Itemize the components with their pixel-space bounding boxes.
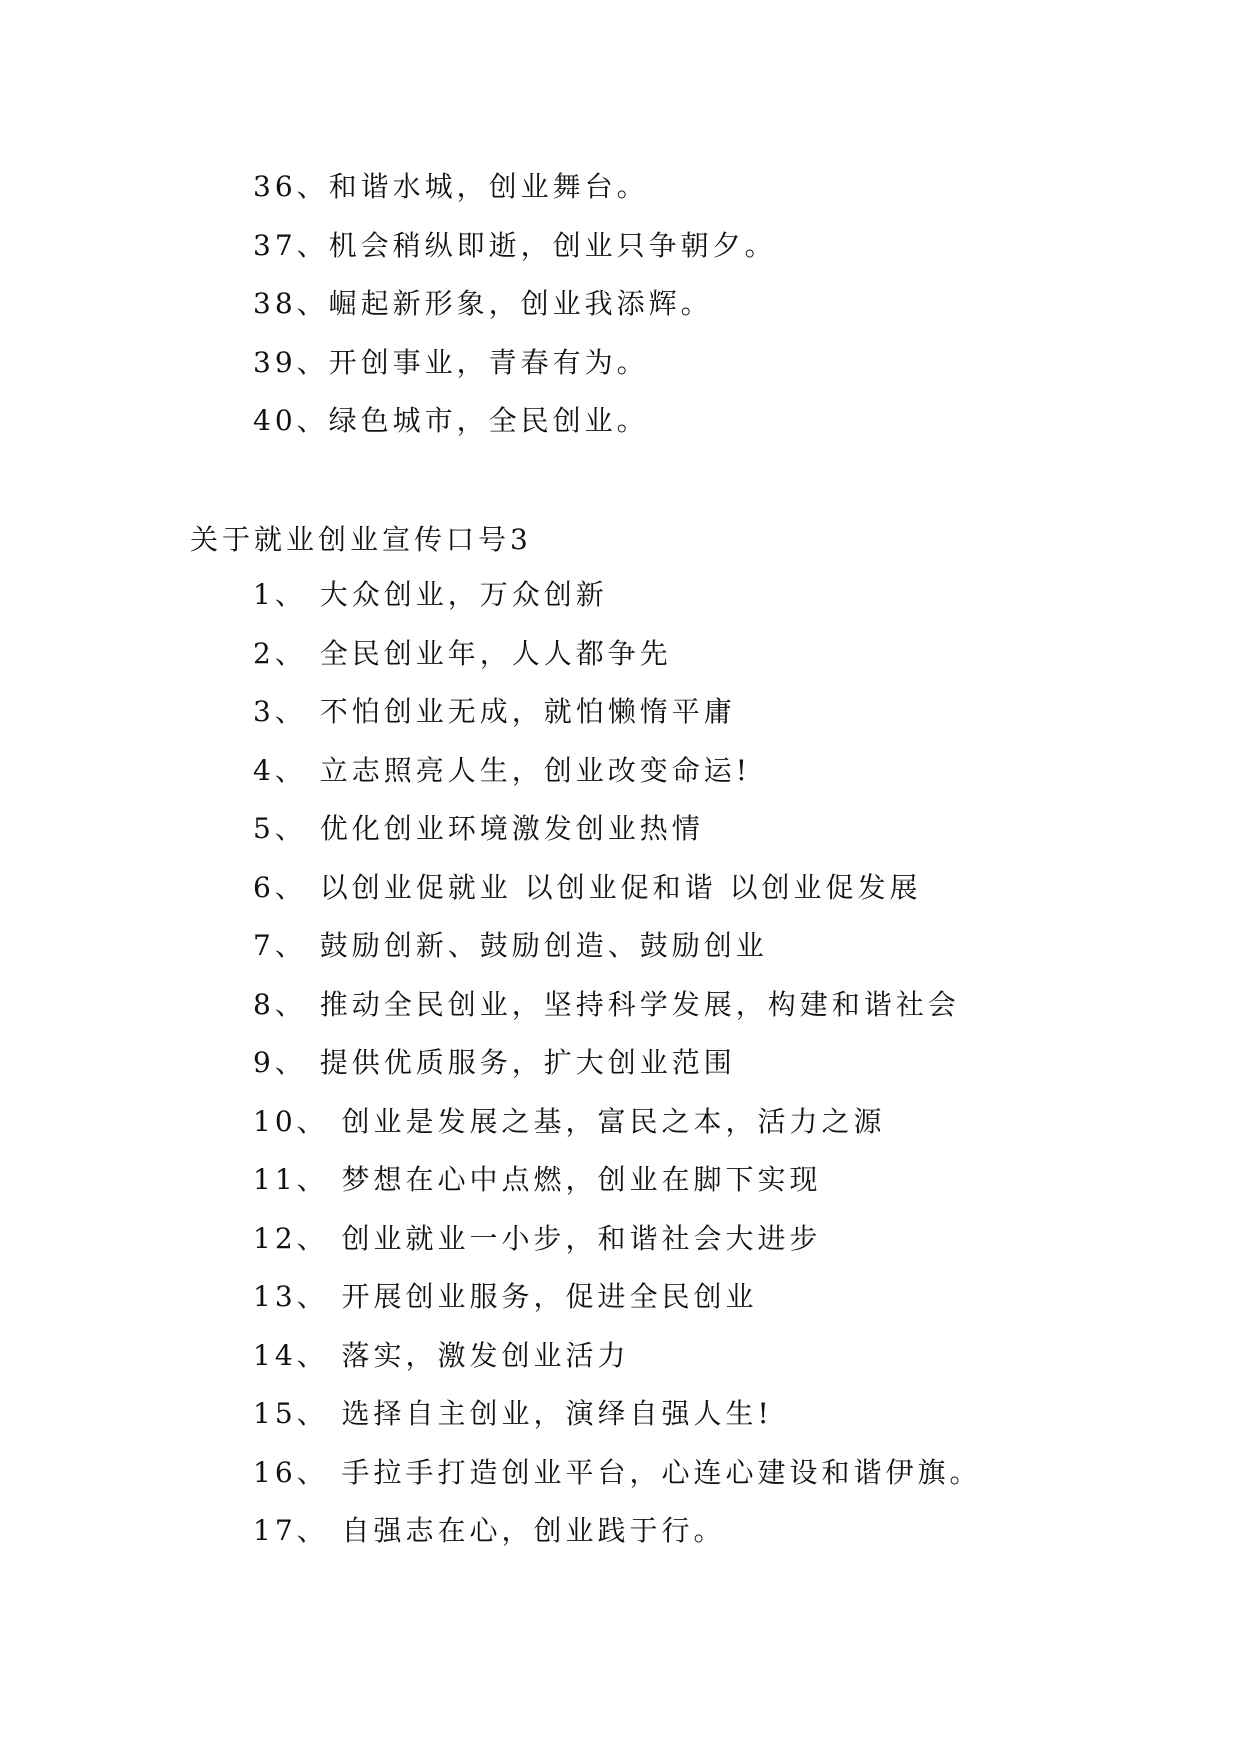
- list-item: 8、 推动全民创业，坚持科学发展，构建和谐社会: [253, 987, 960, 1021]
- list-item: 40、绿色城市，全民创业。: [253, 404, 649, 437]
- list-item: 7、 鼓励创新、鼓励创造、鼓励创业: [253, 929, 768, 962]
- list-item: 15、 选择自主创业，演绎自强人生!: [253, 1397, 773, 1430]
- list-item: 2、 全民创业年，人人都争先: [253, 636, 672, 670]
- list-item: 9、 提供优质服务，扩大创业范围: [253, 1046, 736, 1079]
- list-item: 13、 开展创业服务，促进全民创业: [253, 1280, 758, 1313]
- list-item: 12、 创业就业一小步，和谐社会大进步: [253, 1221, 822, 1255]
- list-item: 36、和谐水城，创业舞台。: [253, 170, 649, 203]
- list-item: 38、崛起新形象，创业我添辉。: [253, 287, 713, 320]
- list-item: 17、 自强志在心，创业践于行。: [253, 1514, 726, 1547]
- list-item: 5、 优化创业环境激发创业热情: [253, 812, 704, 845]
- list-item: 39、开创事业，青春有为。: [253, 345, 649, 379]
- list-item: 1、 大众创业，万众创新: [253, 578, 608, 611]
- list-item: 16、 手拉手打造创业平台，心连心建设和谐伊旗。: [253, 1455, 982, 1489]
- list-item: 37、机会稍纵即逝，创业只争朝夕。: [253, 228, 777, 262]
- list-item: 11、 梦想在心中点燃，创业在脚下实现: [253, 1163, 822, 1196]
- list-item: 3、 不怕创业无成，就怕懒惰平庸: [253, 695, 736, 728]
- list-item: 4、 立志照亮人生，创业改变命运!: [253, 753, 751, 787]
- slogan-list-continued: [253, 158, 777, 451]
- section-heading: 关于就业创业宣传口号3: [190, 523, 532, 556]
- list-item: 14、 落实，激发创业活力: [253, 1338, 630, 1372]
- list-item: 6、 以创业促就业 以创业促和谐 以创业促发展: [253, 870, 922, 904]
- list-item: 10、 创业是发展之基，富民之本，活力之源: [253, 1104, 886, 1138]
- slogan-list: [253, 566, 982, 1561]
